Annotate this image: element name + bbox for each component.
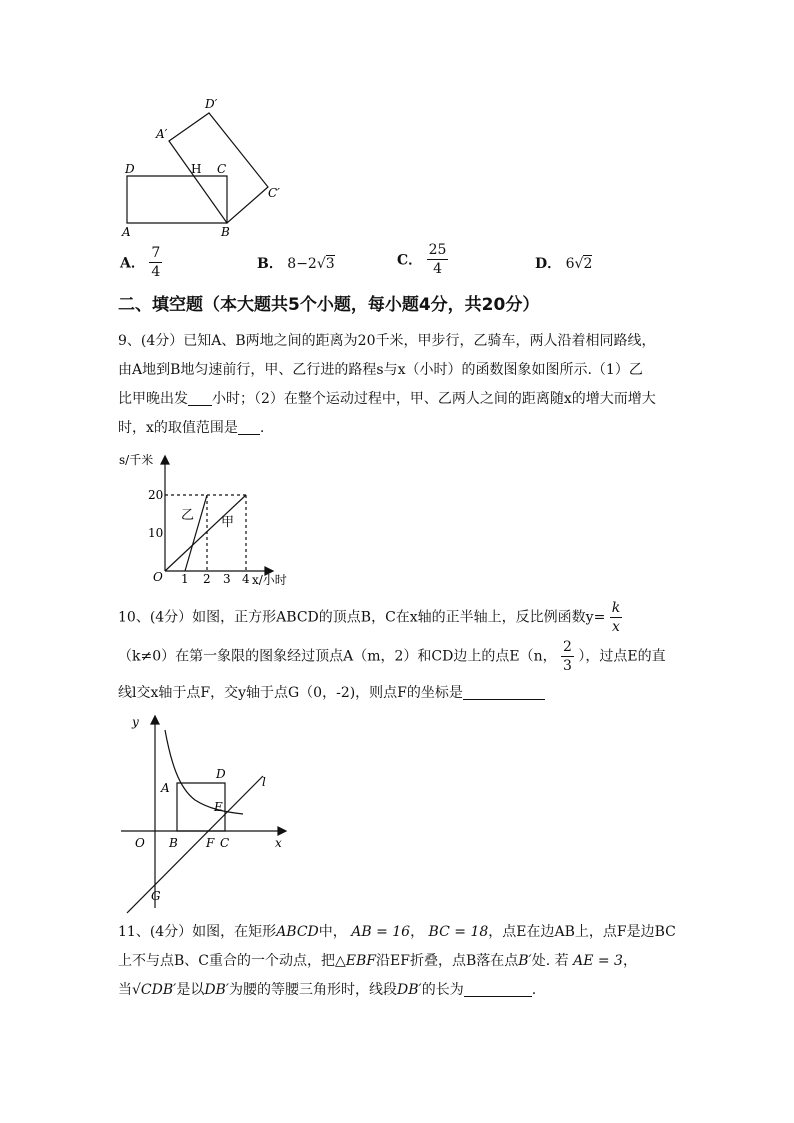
q9-line-3 [118,385,678,414]
q11-text: . [531,982,537,998]
q11-text: 为腰的等腰三角形时，线段 [229,982,398,998]
fraction [149,246,162,279]
q11-math: CDB′ [140,982,177,998]
q11-text: 的长为 [421,982,464,998]
rectangle-abcd [127,176,227,223]
label-c: C [220,836,230,850]
q11-math: DB′ [204,982,230,998]
numerator: 7 [151,245,161,261]
label-l: l [262,775,266,789]
q10-text: 线l交x轴于点F，交y轴于点G（0，-2)，则点F的坐标是 [118,685,463,701]
fraction-two-thirds [561,640,574,673]
numerator: 25 [428,242,447,258]
q10-line-3 [118,679,545,708]
sqrt-sign: √ [316,256,326,272]
q11-text: 处. 若 [531,953,569,969]
q11-line-3 [118,976,688,1005]
label-yi: 乙 [181,508,195,523]
fraction-k-over-x [610,601,622,634]
q11-math: EBF [345,953,377,969]
option-letter: C． [397,252,423,269]
label-a: A [122,225,131,239]
y-axis-arrow [151,716,159,724]
section-2-title: 二、填空题（本大题共5个小题，每小题4分，共20分） [118,295,540,315]
x-axis-label: x/小时 [252,573,287,587]
option-letter: D． [535,256,562,272]
q11-math: BC = 18 [428,924,489,940]
q10-line-2 [118,640,666,673]
q11-answer-blank[interactable] [464,980,532,997]
q10-text: （k≠0）在第一象限的图象经过顶点A（m，2）和CD边上的点E（n， [118,648,557,665]
q9-text: 时，x的取值范围是 [118,420,238,436]
x-tick-1: 1 [181,572,189,586]
x-tick-4: 4 [242,572,250,586]
y-axis-label: s/千米 [119,453,154,467]
label-x: x [275,836,282,850]
q9-line-2: 由A地到B地匀速前行，甲、乙行进的路程s与x（小时）的函数图象如图所示.（1）乙 [118,362,643,378]
line-l [127,776,263,913]
q11-text: 11、(4分）如图，在矩形 [118,924,277,940]
x-axis-arrow [278,827,286,835]
fraction [427,243,449,276]
label-d: D [216,767,226,781]
q8-option-a [120,246,162,279]
q9-text: 小时；（2）在整个运动过程中，甲、乙两人之间的距离随x的增大而增大 [212,391,656,407]
q9-line-4 [118,414,678,443]
q11-text: 是以 [176,982,205,998]
label-b: B [169,836,178,850]
q11-math: B′ [518,953,532,969]
q10-coordinate-figure [115,708,295,918]
q9-answer-blank-1[interactable] [188,389,212,406]
question-9 [118,327,678,443]
y-tick-20: 20 [148,488,164,502]
q11-math: AB = 16 [351,924,411,940]
denominator: 3 [563,658,572,674]
label-jia: 甲 [221,515,235,530]
q11-text: 中， [318,924,347,940]
label-c: C [217,162,227,176]
q11-math: DB′ [397,982,422,998]
label-a: A [161,781,170,795]
numerator: k [611,600,621,616]
label-a-prime: A′ [156,127,168,141]
q8-option-c [397,243,448,276]
option-value: 8−2 [287,256,317,272]
radicand: 3 [325,256,335,272]
option-letter: B． [257,256,283,272]
label-g: G [151,889,161,903]
label-y: y [132,715,139,729]
line-jia [165,495,246,571]
label-o: O [135,836,145,850]
y-axis-arrow [161,456,169,464]
q8-option-d [535,253,592,273]
origin-label: O [153,570,163,584]
denominator: 4 [151,264,161,280]
q11-text: 沿EF折叠，点B落在点 [376,953,519,969]
q11-text: ， [622,953,637,969]
question-11 [118,918,688,1005]
denominator: x [612,619,620,635]
denominator: 4 [433,261,442,277]
label-f: F [206,836,215,850]
x-tick-2: 2 [203,572,211,586]
q11-text: ， [410,924,425,940]
q10-text: ），过点E的直 [578,648,666,665]
label-d: D [125,162,135,176]
numerator: 2 [563,639,572,655]
q11-text: 上不与点B、C重合的一个动点，把△ [118,953,346,969]
option-letter: A． [120,255,145,272]
line-yi [185,495,207,571]
q11-text: 当√ [118,982,141,998]
sqrt-sign: √ [574,256,584,272]
label-b: B [221,225,230,239]
q11-line-1 [118,918,688,947]
q10-answer-blank[interactable] [463,683,545,700]
q9-line-1: 9、(4分）已知A、B两地之间的距离为20千米，甲步行，乙骑车，两人沿着相同路线， [118,333,656,349]
x-tick-3: 3 [223,572,231,586]
q11-math: ABCD [276,924,319,940]
q9-text: 比甲晚出发 [118,391,188,407]
option-value: 6 [565,256,575,272]
q8-option-b [257,253,335,273]
q11-math: AE = 3 [573,953,623,969]
label-d-prime: D′ [205,97,218,111]
y-tick-10: 10 [148,526,164,540]
radicand: 2 [583,256,593,272]
q11-line-2 [118,947,688,976]
label-c-prime: C′ [268,186,280,200]
q9-answer-blank-2[interactable] [238,418,260,435]
q9-text: . [259,420,265,436]
q10-text: 10、(4分）如图，正方形ABCD的顶点B，C在x轴的正半轴上，反比例函数y= [118,609,606,626]
q11-text: ，点E在边AB上，点F是边BC [488,924,676,940]
q10-line-1 [118,601,622,634]
q9-distance-time-graph [115,448,310,588]
q8-geometry-figure [110,96,300,244]
label-e: E [214,800,223,814]
label-h: H [191,162,202,176]
